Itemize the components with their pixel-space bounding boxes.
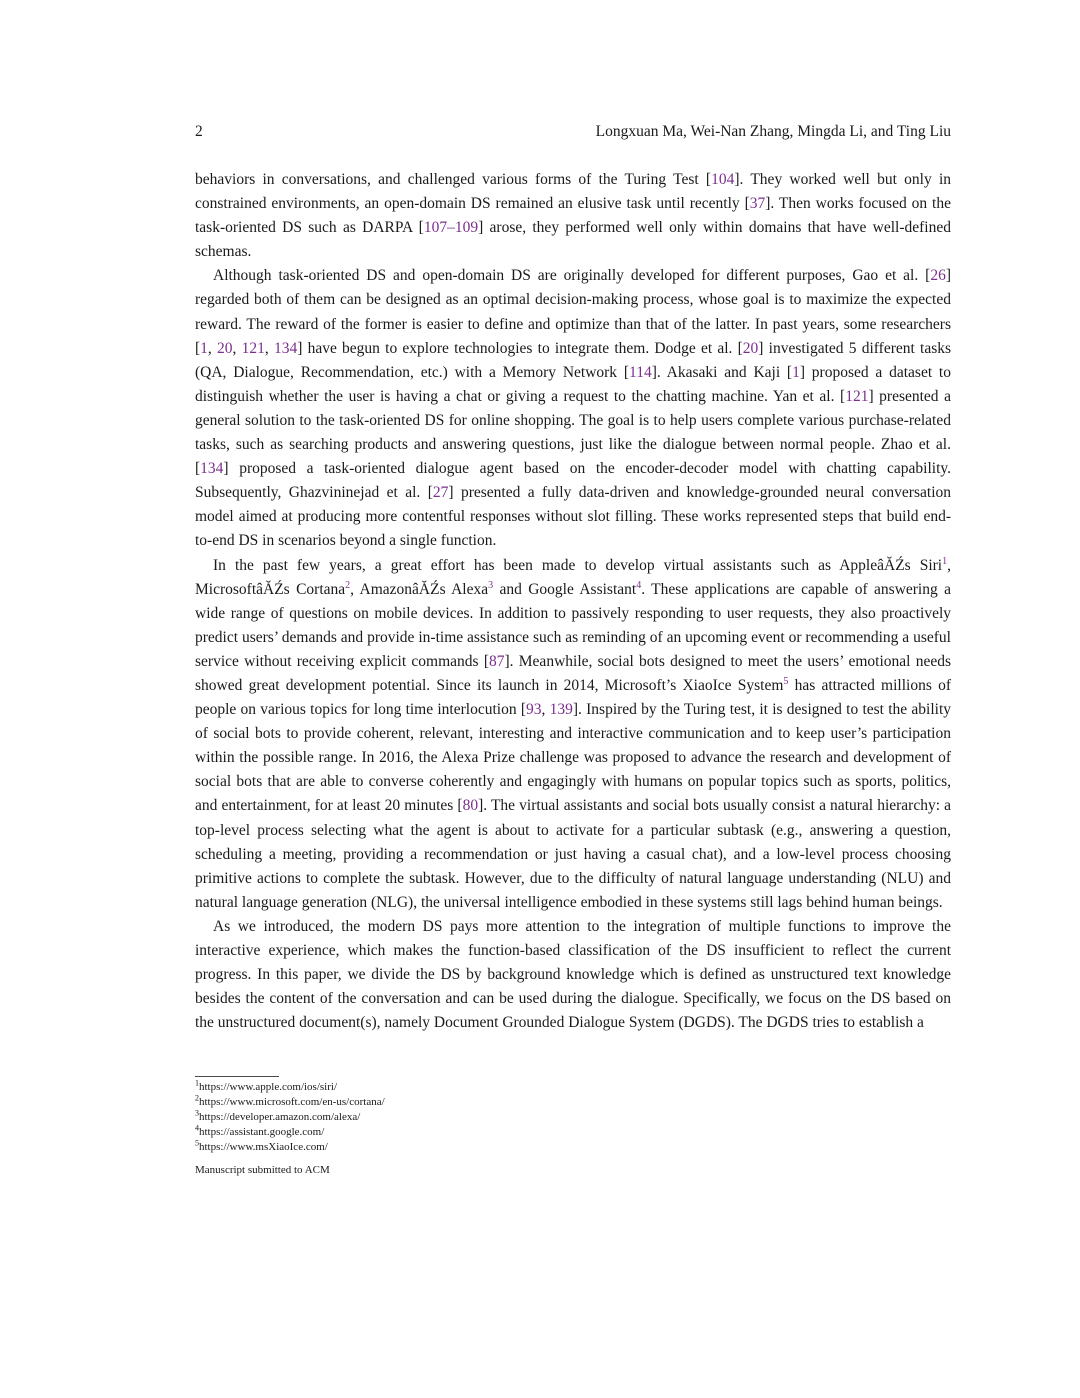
paragraph-1 <box>195 168 951 264</box>
body-text <box>195 168 951 1035</box>
text-run: , <box>207 339 218 357</box>
text-run: ] investigated 5 different tasks (QA, Dialogue, Recommendation, etc.) with a Memory Network [ <box>195 339 952 381</box>
text-run: ] regarded both of them can be designed as an optimal decision-making process, whose goal is to maximize the expected reward. The reward of the former is easier to define and optimize than that of the latter. In past years, some researchers [ <box>195 267 951 357</box>
text-run: , <box>232 339 242 357</box>
manuscript-note: Manuscript submitted to ACM <box>195 1164 330 1176</box>
citation-link[interactable]: 1 <box>792 363 800 381</box>
footnote-number: 4 <box>195 1123 199 1133</box>
text-run: and Google Assistant <box>493 580 637 598</box>
footnote-url[interactable]: https://www.msXiaoIce.com/ <box>199 1141 328 1153</box>
footnote-url[interactable]: https://developer.amazon.com/alexa/ <box>199 1111 361 1123</box>
text-run: ] proposed a dataset to distinguish whether the user is having a chat or giving a request to the chatting machine. Yan et al. [ <box>195 363 951 405</box>
text-run: , MicrosoftâĂŹs Cortana <box>195 556 951 598</box>
footnote-marker[interactable]: 3 <box>488 579 494 591</box>
citation-link[interactable]: 134 <box>273 339 298 357</box>
footnote-marker[interactable]: 4 <box>636 579 642 591</box>
footnote-url[interactable]: https://assistant.google.com/ <box>199 1126 325 1138</box>
footnote-divider <box>195 1076 279 1077</box>
citation-link[interactable]: 27 <box>432 484 449 502</box>
text-run: ]. The virtual assistants and social bots usually consist a natural hierarchy: a top-level process selecting what the agent is about to activate for a particular subtask (e.g., answering a question, scheduling a meeting, providing a recommendation or just having a casual chat), and a low-level process choosing primitive actions to complete the subtask. However, due to the difficulty of natural language understanding (NLU) and natural language generation (NLG), the universal intelligence embodied in these systems still lags behind human beings. <box>195 797 951 911</box>
text-run: ] have begun to explore technologies to integrate them. Dodge et al. [ <box>297 339 743 357</box>
citation-link[interactable]: 134 <box>200 460 224 478</box>
footnote-item <box>195 1140 695 1155</box>
page-number: 2 <box>195 123 203 140</box>
text-run: , <box>264 339 274 357</box>
citation-link[interactable]: 80 <box>462 797 479 815</box>
footnote-item <box>195 1095 695 1110</box>
paragraph-4 <box>195 915 951 1035</box>
citation-link[interactable]: 139 <box>549 701 573 719</box>
text-run: . These applications are capable of answering a wide range of questions on mobile devices. In addition to passively responding to user requests, they also proactively predict users’ demands and provide in-time assistance such as reminding of an upcoming event or recommending a useful service without receiving explicit commands [ <box>195 580 951 670</box>
text-run: Although task-oriented DS and open-domain DS are originally developed for different purposes, Gao et al. [ <box>213 267 931 285</box>
citation-link[interactable]: 37 <box>749 195 766 213</box>
citation-link[interactable]: 107–109 <box>423 219 479 237</box>
citation-link[interactable]: 93 <box>525 701 542 719</box>
text-run: As we introduced, the modern DS pays more attention to the integration of multiple functions to improve the interactive experience, which makes the function-based classification of the DS insufficient to reflect the current progress. In this paper, we divide the DS by background knowledge which is defined as unstructured text knowledge besides the content of the conversation and can be used during the dialogue. Specifically, we focus on the DS based on the unstructured document(s), namely Document Grounded Dialogue System (DGDS). The DGDS tries to establish a <box>195 917 951 1032</box>
text-run: ]. Then works focused on the task-oriented DS such as DARPA [ <box>195 195 951 237</box>
text-run: ] presented a general solution to the task-oriented DS for online shopping. The goal is to help users complete various purchase-related tasks, such as searching products and answering questions, just like the dialogue between normal people. Zhao et al. [ <box>195 387 951 478</box>
footnote-marker[interactable]: 5 <box>783 675 789 687</box>
footnote-url[interactable]: https://www.microsoft.com/en-us/cortana/ <box>199 1096 385 1108</box>
text-run: ]. Inspired by the Turing test, it is designed to test the ability of social bots to provide coherent, relevant, interesting and interactive communication and to keep user’s participation within the possible range. In 2016, the Alexa Prize challenge was proposed to advance the research and development of social bots that are able to converse coherently and engagingly with humans on popular topics such as sports, politics, and entertainment, for at least 20 minutes [ <box>195 701 952 815</box>
footnote-marker[interactable]: 1 <box>942 555 948 567</box>
citation-link[interactable]: 121 <box>241 339 265 357</box>
footnote-number: 2 <box>195 1093 199 1103</box>
text-run: ]. Meanwhile, social bots designed to meet the users’ emotional needs showed great development potential. Since its launch in 2014, Microsoft’s XiaoIce System <box>195 652 951 694</box>
text-run: behaviors in conversations, and challenged various forms of the Turing Test [ <box>195 171 712 188</box>
text-run: , AmazonâĂŹs Alexa <box>350 580 489 598</box>
citation-link[interactable]: 20 <box>742 339 759 357</box>
text-run: ]. Akasaki and Kaji [ <box>651 363 793 381</box>
citation-link[interactable]: 104 <box>711 171 735 188</box>
text-run: ] presented a fully data-driven and knowledge-grounded neural conversation model aimed at producing more contentful responses without slot filling. These works represented steps that build end-to-end DS in scenarios beyond a single function. <box>195 484 951 550</box>
paragraph-3 <box>195 554 951 915</box>
citation-link[interactable]: 114 <box>629 363 652 381</box>
footnote-number: 5 <box>195 1138 199 1148</box>
text-run: ] proposed a task-oriented dialogue agent based on the encoder-decoder model with chatting capability. Subsequently, Ghazvininejad et al. [ <box>195 460 951 502</box>
footnote-url[interactable]: https://www.apple.com/ios/siri/ <box>199 1081 337 1093</box>
footnotes <box>195 1080 695 1155</box>
running-authors: Longxuan Ma, Wei-Nan Zhang, Mingda Li, and Ting Liu <box>595 123 951 140</box>
footnote-number: 3 <box>195 1108 199 1118</box>
text-run: , <box>541 701 550 719</box>
text-run: ] arose, they performed well only within domains that have well-defined schemas. <box>195 219 951 261</box>
footnote-item <box>195 1080 695 1095</box>
citation-link[interactable]: 20 <box>217 339 233 357</box>
footnote-number: 1 <box>195 1078 199 1088</box>
text-run: ]. They worked well but only in constrained environments, an open-domain DS remained an elusive task until recently [ <box>195 171 951 213</box>
footnote-item <box>195 1125 695 1140</box>
text-run: has attracted millions of people on various topics for long time interlocution [ <box>195 676 951 719</box>
citation-link[interactable]: 121 <box>845 387 869 405</box>
footnote-marker[interactable]: 2 <box>345 579 351 591</box>
paragraph-2 <box>195 264 951 553</box>
page-header <box>195 122 951 142</box>
footnote-item <box>195 1110 695 1125</box>
citation-link[interactable]: 1 <box>200 339 208 357</box>
text-run: In the past few years, a great effort has been made to develop virtual assistants such as AppleâĂŹs Siri <box>213 556 943 574</box>
citation-link[interactable]: 26 <box>930 267 946 285</box>
citation-link[interactable]: 87 <box>488 652 505 670</box>
